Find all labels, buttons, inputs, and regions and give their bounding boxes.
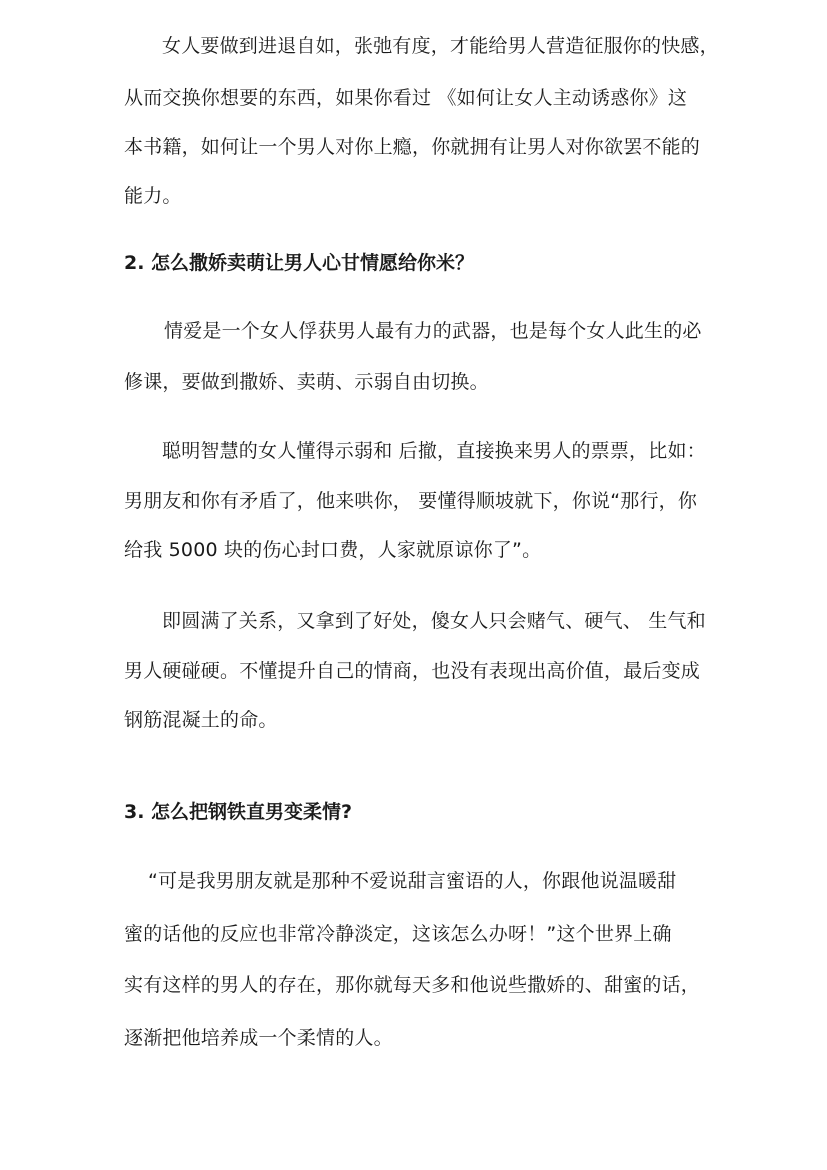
paragraph-line: 女人要做到进退自如，张弛有度，才能给男人营造征服你的快感， <box>162 35 719 57</box>
paragraph-line: 蜜的话他的反应也非常冷静淡定，这该怎么办呀！”这个世界上确 <box>124 923 672 945</box>
paragraph-line: 本书籍，如何让一个男人对你上瘾，你就拥有让男人对你欲罢不能的 <box>124 136 701 158</box>
section-heading-3: 3. 怎么把钢铁直男变柔情? <box>124 801 353 823</box>
paragraph-line: 修课，要做到撒娇、卖萌、示弱自由切换。 <box>124 371 489 393</box>
paragraph-line: 男朋友和你有矛盾了，他来哄你， 要懂得顺坡就下，你说“那行，你 <box>124 490 698 512</box>
paragraph-line: 给我 5000 块的伤心封口费，人家就原谅你了”。 <box>124 539 542 561</box>
paragraph-line: 逐渐把他培养成一个柔情的人。 <box>124 1027 393 1049</box>
paragraph-line: 情爱是一个女人俘获男人最有力的武器，也是每个女人此生的必 <box>164 320 702 342</box>
paragraph-line: 聪明智慧的女人懂得示弱和 后撤，直接换来男人的票票，比如： <box>162 440 706 462</box>
paragraph-line: 钢筋混凝土的命。 <box>124 709 278 731</box>
paragraph-line: “可是我男朋友就是那种不爱说甜言蜜语的人，你跟他说温暖甜 <box>148 870 677 892</box>
paragraph-line: 从而交换你想要的东西，如果你看过 《如何让女人主动诱惑你》这 <box>124 87 688 109</box>
paragraph-line: 即圆满了关系，又拿到了好处，傻女人只会赌气、硬气、 生气和 <box>162 610 706 632</box>
section-heading-2: 2. 怎么撒娇卖萌让男人心甘情愿给你米？ <box>124 252 475 274</box>
paragraph-line: 男人硬碰硬。不懂提升自己的情商，也没有表现出高价值，最后变成 <box>124 660 701 682</box>
paragraph-line: 能力。 <box>124 185 182 207</box>
paragraph-line: 实有这样的男人的存在，那你就每天多和他说些撒娇的、甜蜜的话， <box>124 974 701 996</box>
